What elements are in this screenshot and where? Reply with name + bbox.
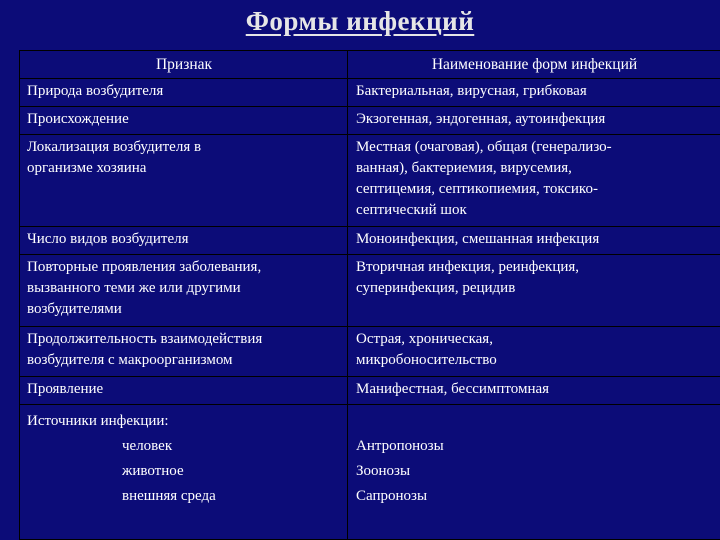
table-row [20,135,720,227]
table-row [20,255,720,327]
source-item: внешняя среда [122,488,216,504]
forms-cell [348,255,720,327]
feature-line: Продолжительность взаимодействия [27,331,263,347]
feature-line: Происхождение [27,111,129,127]
sources-cell [20,405,348,540]
forms-cell [348,327,720,377]
feature-cell [20,227,348,255]
forms-line: септицемия, септикопиемия, токсико- [356,181,598,197]
forms-cell [348,377,720,405]
forms-cell [348,107,720,135]
feature-line: Повторные проявления заболевания, [27,259,262,275]
feature-cell [20,255,348,327]
header-forms: Наименование форм инфекций [348,51,720,79]
forms-line: ванная), бактериемия, вирусемия, [356,160,572,176]
forms-line: Экзогенная, эндогенная, аутоинфекция [356,111,606,127]
source-form: Антропонозы [356,438,444,454]
forms-line: суперинфекция, рецидив [356,280,516,296]
forms-line: Вторичная инфекция, реинфекция, [356,259,580,275]
feature-cell [20,135,348,227]
feature-line: Локализация возбудителя в [27,139,202,155]
table-row [20,227,720,255]
feature-line: Проявление [27,381,104,397]
table-header-row [20,51,720,79]
forms-line: Манифестная, бессимптомная [356,381,550,397]
feature-line: Природа возбудителя [27,83,164,99]
forms-line: Моноинфекция, смешанная инфекция [356,231,600,247]
forms-line: микробоносительство [356,352,497,368]
sources-row [20,405,720,540]
feature-cell [20,107,348,135]
source-form: Зоонозы [356,463,411,479]
forms-cell [348,79,720,107]
table-row [20,79,720,107]
sources-label: Источники инфекции: [27,413,169,429]
feature-cell [20,327,348,377]
forms-cell [348,227,720,255]
page-title: Формы инфекций [245,6,475,36]
source-form: Сапронозы [356,488,428,504]
forms-line: Острая, хроническая, [356,331,493,347]
feature-line: возбудителями [27,301,122,317]
forms-line: септический шок [356,202,467,218]
forms-line: Бактериальная, вирусная, грибковая [356,83,587,99]
feature-cell [20,79,348,107]
feature-line: возбудителя с макроорганизмом [27,352,233,368]
table-row [20,107,720,135]
feature-line: вызванного теми же или другими [27,280,241,296]
feature-line: Число видов возбудителя [27,231,189,247]
table-row [20,377,720,405]
source-item: животное [122,463,184,479]
header-feature: Признак [20,51,348,79]
source-item: человек [122,438,173,454]
forms-line: Местная (очаговая), общая (генерализо- [356,139,612,155]
table-row [20,327,720,377]
sources-forms-cell [348,405,720,540]
forms-cell [348,135,720,227]
infection-forms-table [19,50,720,540]
feature-cell [20,377,348,405]
feature-line: организме хозяина [27,160,147,176]
